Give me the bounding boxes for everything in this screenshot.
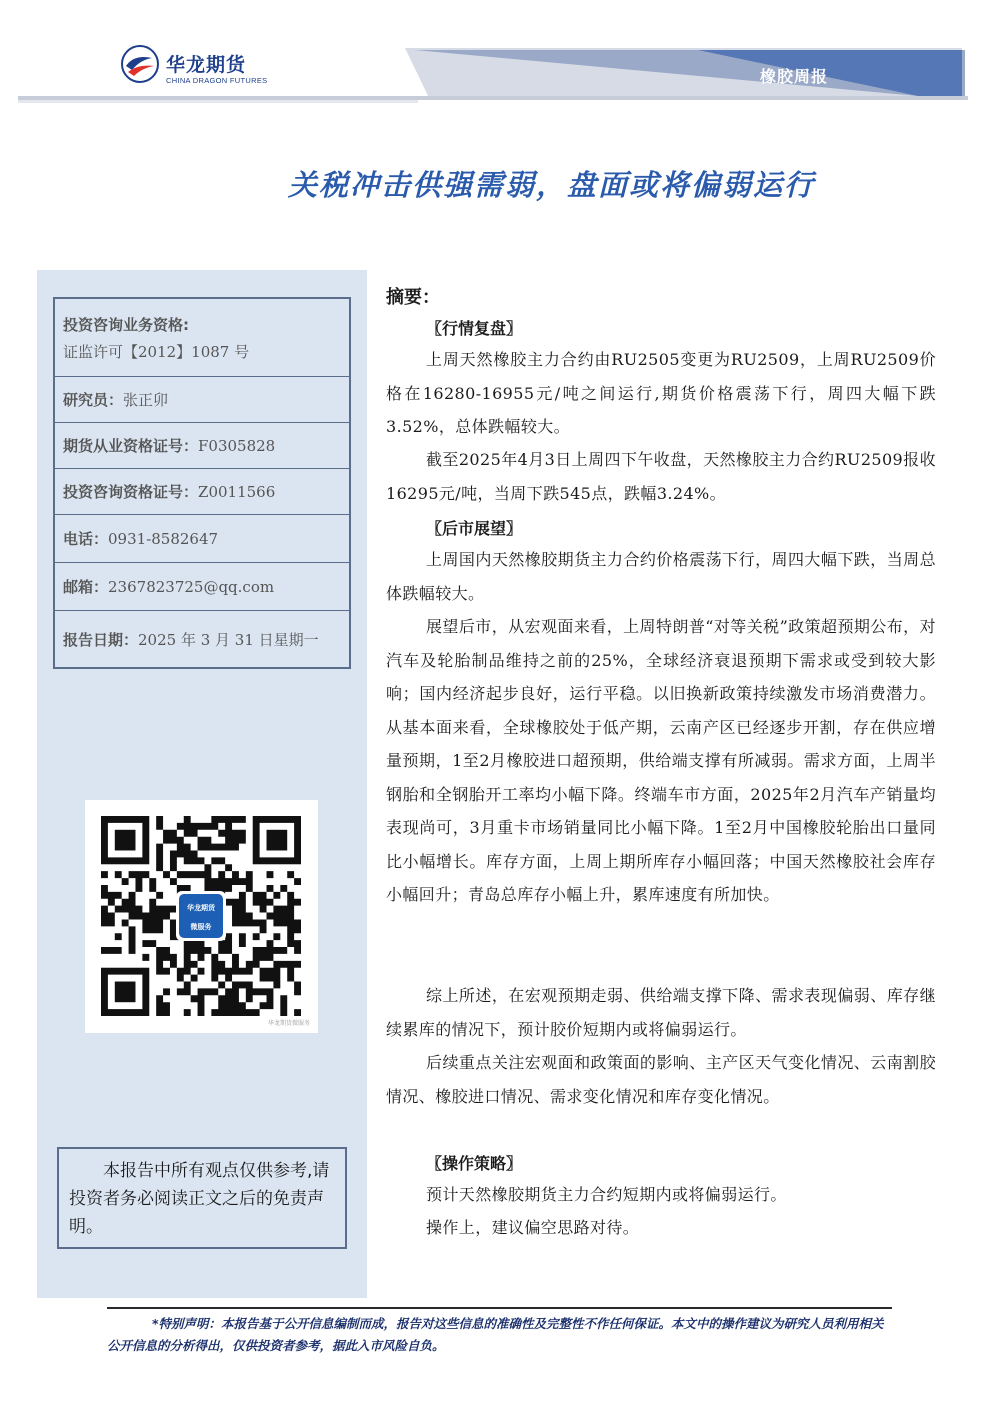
futures-cert-value: F0305828 xyxy=(198,436,276,455)
consult-cert-value: Z0011566 xyxy=(198,482,276,501)
qr-caption: 华龙期货微服务 xyxy=(267,1020,310,1027)
consult-cert-label: 投资咨询资格证号： xyxy=(63,483,199,501)
consult-cert-row xyxy=(55,469,349,515)
paragraph-market-review-1: 上周天然橡胶主力合约由RU2505变更为RU2509，上周RU2509价格在16280-16955元/吨之间运行,期货价格震荡下行，周四大幅下跌3.52%，总体跌幅较大。 xyxy=(386,350,936,436)
wechat-qr-code xyxy=(85,800,318,1033)
qr-badge-logo xyxy=(179,894,223,938)
qualification-label: 投资咨询业务资格: xyxy=(63,315,189,334)
paragraph-market-review-2: 截至2025年4月3日上周四下午收盘，天然橡胶主力合约RU2509报收16295元/吨，当周下跌545点，跌幅3.24%。 xyxy=(386,450,936,503)
logo-text-en: CHINA DRAGON FUTURES xyxy=(166,76,268,85)
qr-badge-top-text: 华龙期货 xyxy=(187,904,215,912)
paragraph-strategy-1: 预计天然橡胶期货主力合约短期内或将偏弱运行。 xyxy=(426,1185,787,1204)
qr-badge-bottom-text: 微服务 xyxy=(190,923,212,931)
abstract-heading: 摘要： xyxy=(386,287,440,308)
analyst-info-table xyxy=(53,297,351,669)
paragraph-outlook-2: 展望后市，从宏观面来看，上周特朗普“对等关税”政策超预期公布，对汽车及轮胎制品维持之前的25%，全球经济衰退预期下需求或受到较大影响；国内经济起步良好，运行平稳。以旧换新政策持续激发市场消费潜力。从基本面来看，全球橡胶处于低产期，云南产区已经逐步开割，存在供应增量预期，1至2月橡胶进口超预期，供给端支撑有所减弱。需求方面，上周半钢胎和全钢胎开工率均小幅下降。终端车市方面，2025年2月汽车产销量均表现尚可，3月重卡市场销量同比小幅下降。1至2月中国橡胶轮胎出口量同比小幅增长。库存方面，上周上期所库存小幅回落；中国天然橡胶社会库存小幅回升；青岛总库存小幅上升，累库速度有所加快。 xyxy=(386,617,936,904)
futures-cert-label: 期货从业资格证号： xyxy=(63,437,199,455)
email-value: 2367823725@qq.com xyxy=(108,577,275,596)
report-date-label: 报告日期： xyxy=(63,630,139,649)
researcher-row xyxy=(55,377,349,423)
section-strategy-title: 〖操作策略〗 xyxy=(426,1154,523,1173)
disclaimer-note-text: 本报告中所有观点仅供参考,请投资者务必阅读正文之后的免责声明。 xyxy=(69,1161,330,1237)
section-market-review-title: 〖行情复盘〗 xyxy=(426,319,523,338)
report-title: 关税冲击供强需弱，盘面或将偏弱运行 xyxy=(288,168,816,202)
logo-text-cn: 华龙期货 xyxy=(166,54,247,76)
email-row xyxy=(55,563,349,611)
report-type-label: 橡胶周报 xyxy=(760,67,829,86)
report-date-row xyxy=(55,611,349,667)
paragraph-outlook-4: 后续重点关注宏观面和政策面的影响、主产区天气变化情况、云南割胶情况、橡胶进口情况、需求变化情况和库存变化情况。 xyxy=(386,1053,936,1106)
section-outlook-title: 〖后市展望〗 xyxy=(426,519,523,538)
company-logo-icon xyxy=(120,44,160,84)
qualification-value: 证监许可【2012】1087 号 xyxy=(63,342,250,361)
report-date-value: 2025 年 3 月 31 日星期一 xyxy=(138,630,319,649)
researcher-label: 研究员： xyxy=(63,391,124,409)
footer-disclaimer: *特别声明：本报告基于公开信息编制而成，报告对这些信息的准确性及完整性不作任何保证。本文中的操作建议为研究人员利用相关公开信息的分析得出，仅供投资者参考，据此入市风险自负。 xyxy=(107,1316,884,1353)
paragraph-outlook-1: 上周国内天然橡胶期货主力合约价格震荡下行，周四大幅下跌，当周总体跌幅较大。 xyxy=(386,550,936,603)
qr-center-badge xyxy=(176,891,226,941)
disclaimer-note-box xyxy=(57,1147,347,1249)
email-label: 邮箱： xyxy=(63,578,109,596)
futures-cert-row xyxy=(55,423,349,469)
paragraph-strategy-2: 操作上，建议偏空思路对待。 xyxy=(426,1218,640,1237)
footer-divider xyxy=(107,1307,892,1309)
researcher-value: 张正卯 xyxy=(123,391,169,409)
phone-row xyxy=(55,515,349,563)
phone-value: 0931-8582647 xyxy=(108,529,219,548)
qualification-row xyxy=(55,299,349,377)
paragraph-outlook-3: 综上所述，在宏观预期走弱、供给端支撑下降、需求表现偏弱、库存继续累库的情况下，预计胶价短期内或将偏弱运行。 xyxy=(386,986,936,1039)
phone-label: 电话： xyxy=(63,530,109,548)
